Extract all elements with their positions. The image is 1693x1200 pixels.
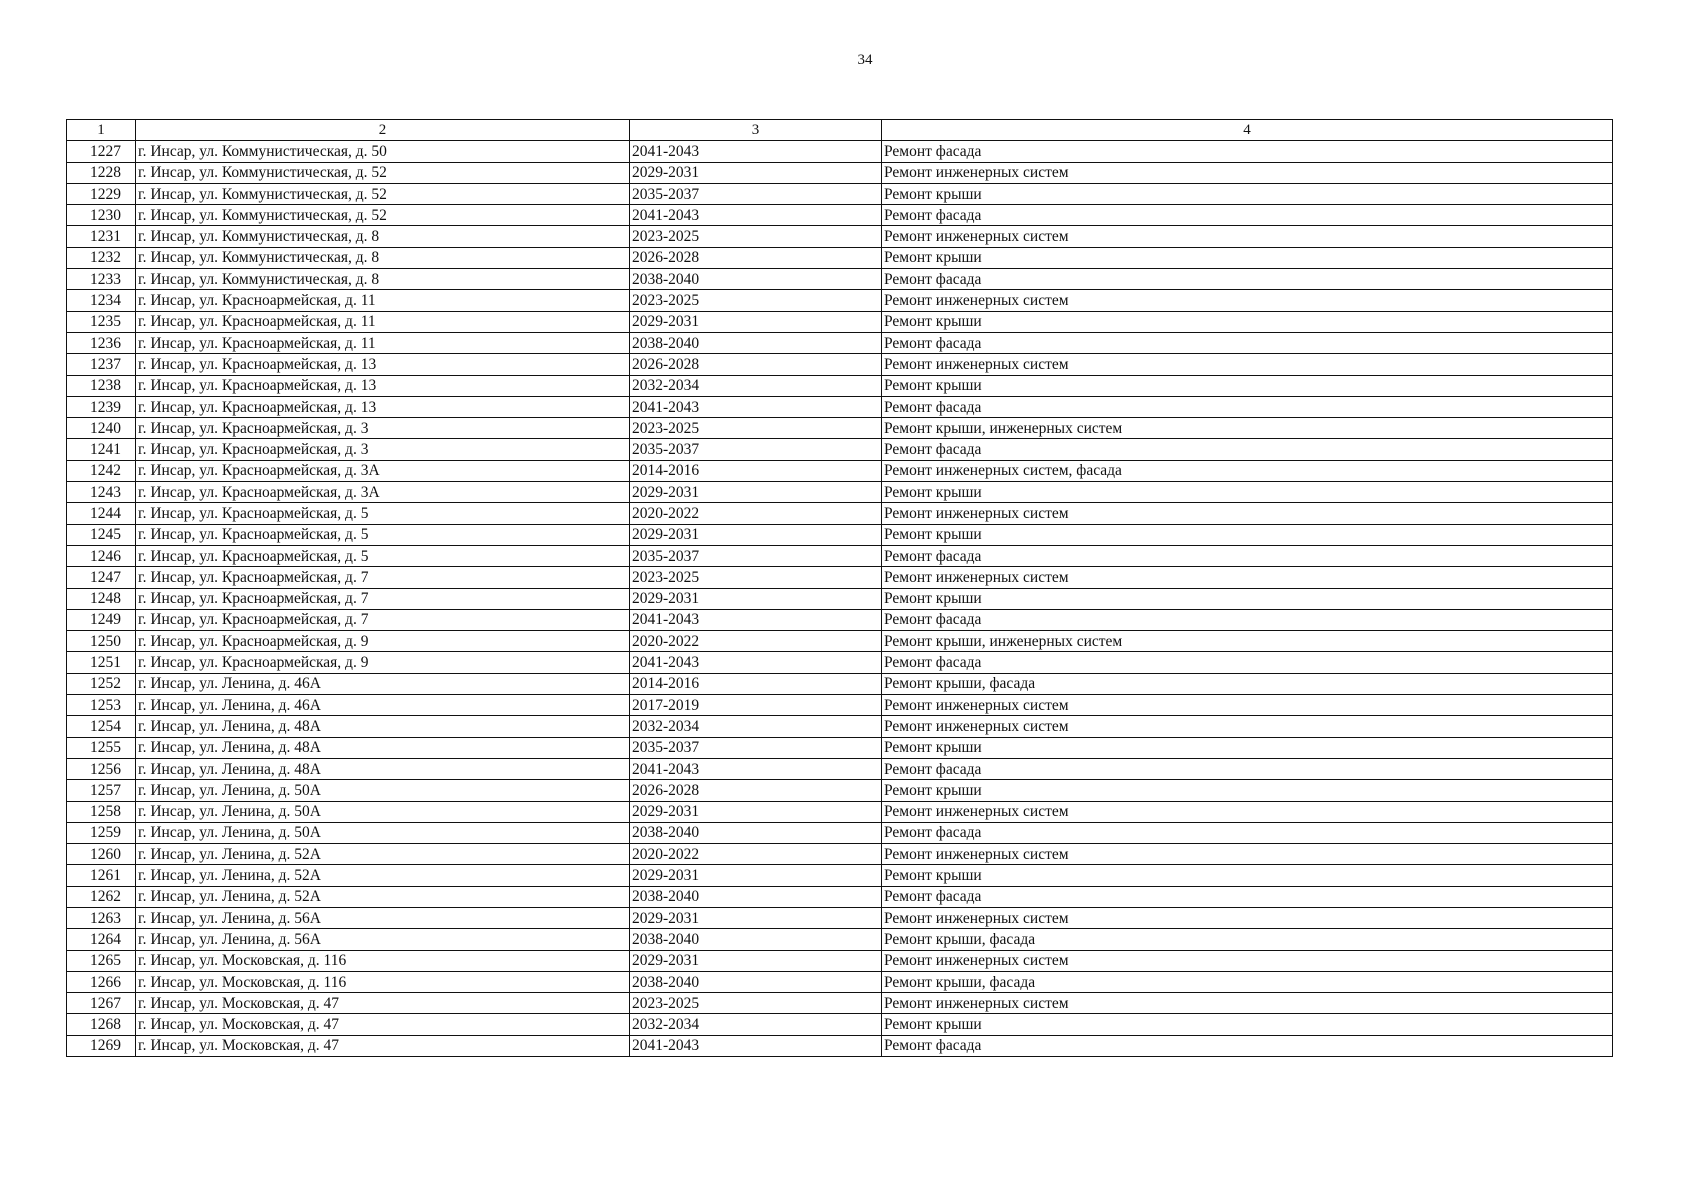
address-cell: г. Инсар, ул. Коммунистическая, д. 52 xyxy=(136,162,630,183)
work-type-cell: Ремонт фасада xyxy=(882,396,1613,417)
table-row xyxy=(67,247,1613,268)
period-cell: 2023-2025 xyxy=(630,226,882,247)
period-cell: 2020-2022 xyxy=(630,631,882,652)
period-cell: 2041-2043 xyxy=(630,1035,882,1056)
row-number-cell: 1244 xyxy=(67,503,136,524)
address-cell: г. Инсар, ул. Красноармейская, д. 3 xyxy=(136,439,630,460)
row-number-cell: 1234 xyxy=(67,290,136,311)
work-type-cell: Ремонт фасада xyxy=(882,1035,1613,1056)
row-number-cell: 1250 xyxy=(67,631,136,652)
row-number-cell: 1259 xyxy=(67,822,136,843)
table-row xyxy=(67,1035,1613,1056)
period-cell: 2029-2031 xyxy=(630,311,882,332)
row-number-cell: 1258 xyxy=(67,801,136,822)
address-cell: г. Инсар, ул. Ленина, д. 46А xyxy=(136,695,630,716)
table-row xyxy=(67,439,1613,460)
work-type-cell: Ремонт инженерных систем xyxy=(882,993,1613,1014)
work-type-cell: Ремонт инженерных систем xyxy=(882,950,1613,971)
address-cell: г. Инсар, ул. Ленина, д. 50А xyxy=(136,801,630,822)
table-row xyxy=(67,524,1613,545)
table-row xyxy=(67,396,1613,417)
column-header-3: 3 xyxy=(630,120,882,141)
address-cell: г. Инсар, ул. Ленина, д. 52А xyxy=(136,844,630,865)
address-cell: г. Инсар, ул. Ленина, д. 50А xyxy=(136,822,630,843)
row-number-cell: 1249 xyxy=(67,609,136,630)
table-row xyxy=(67,482,1613,503)
row-number-cell: 1230 xyxy=(67,205,136,226)
address-cell: г. Инсар, ул. Ленина, д. 52А xyxy=(136,886,630,907)
row-number-cell: 1229 xyxy=(67,183,136,204)
address-cell: г. Инсар, ул. Красноармейская, д. 5 xyxy=(136,545,630,566)
address-cell: г. Инсар, ул. Ленина, д. 48А xyxy=(136,716,630,737)
work-type-cell: Ремонт фасада xyxy=(882,141,1613,162)
period-cell: 2029-2031 xyxy=(630,524,882,545)
period-cell: 2023-2025 xyxy=(630,290,882,311)
period-cell: 2035-2037 xyxy=(630,737,882,758)
period-cell: 2038-2040 xyxy=(630,971,882,992)
table-row xyxy=(67,971,1613,992)
work-type-cell: Ремонт фасада xyxy=(882,269,1613,290)
work-type-cell: Ремонт инженерных систем xyxy=(882,567,1613,588)
table-row xyxy=(67,503,1613,524)
table-row xyxy=(67,652,1613,673)
address-cell: г. Инсар, ул. Ленина, д. 48А xyxy=(136,737,630,758)
period-cell: 2041-2043 xyxy=(630,205,882,226)
row-number-cell: 1253 xyxy=(67,695,136,716)
row-number-cell: 1245 xyxy=(67,524,136,545)
work-type-cell: Ремонт инженерных систем xyxy=(882,907,1613,928)
period-cell: 2026-2028 xyxy=(630,354,882,375)
period-cell: 2032-2034 xyxy=(630,716,882,737)
address-cell: г. Инсар, ул. Ленина, д. 48А xyxy=(136,758,630,779)
period-cell: 2032-2034 xyxy=(630,1014,882,1035)
row-number-cell: 1255 xyxy=(67,737,136,758)
period-cell: 2035-2037 xyxy=(630,439,882,460)
table-row xyxy=(67,907,1613,928)
row-number-cell: 1260 xyxy=(67,844,136,865)
period-cell: 2023-2025 xyxy=(630,418,882,439)
row-number-cell: 1267 xyxy=(67,993,136,1014)
address-cell: г. Инсар, ул. Красноармейская, д. 3А xyxy=(136,482,630,503)
address-cell: г. Инсар, ул. Красноармейская, д. 9 xyxy=(136,631,630,652)
period-cell: 2029-2031 xyxy=(630,482,882,503)
period-cell: 2041-2043 xyxy=(630,396,882,417)
table-row xyxy=(67,290,1613,311)
table-row xyxy=(67,141,1613,162)
row-number-cell: 1233 xyxy=(67,269,136,290)
row-number-cell: 1240 xyxy=(67,418,136,439)
work-type-cell: Ремонт инженерных систем xyxy=(882,716,1613,737)
period-cell: 2035-2037 xyxy=(630,183,882,204)
row-number-cell: 1257 xyxy=(67,780,136,801)
table-row xyxy=(67,780,1613,801)
row-number-cell: 1241 xyxy=(67,439,136,460)
work-type-cell: Ремонт крыши xyxy=(882,183,1613,204)
table-row xyxy=(67,269,1613,290)
address-cell: г. Инсар, ул. Красноармейская, д. 7 xyxy=(136,588,630,609)
work-type-cell: Ремонт инженерных систем xyxy=(882,290,1613,311)
address-cell: г. Инсар, ул. Красноармейская, д. 11 xyxy=(136,290,630,311)
row-number-cell: 1256 xyxy=(67,758,136,779)
table-row xyxy=(67,801,1613,822)
period-cell: 2029-2031 xyxy=(630,865,882,886)
work-type-cell: Ремонт крыши xyxy=(882,311,1613,332)
column-header-4: 4 xyxy=(882,120,1613,141)
row-number-cell: 1246 xyxy=(67,545,136,566)
address-cell: г. Инсар, ул. Ленина, д. 56А xyxy=(136,907,630,928)
work-type-cell: Ремонт фасада xyxy=(882,758,1613,779)
table-row xyxy=(67,950,1613,971)
row-number-cell: 1236 xyxy=(67,332,136,353)
period-cell: 2032-2034 xyxy=(630,375,882,396)
address-cell: г. Инсар, ул. Коммунистическая, д. 8 xyxy=(136,247,630,268)
repair-schedule-table xyxy=(66,119,1613,1057)
work-type-cell: Ремонт фасада xyxy=(882,439,1613,460)
table-row xyxy=(67,205,1613,226)
period-cell: 2020-2022 xyxy=(630,503,882,524)
address-cell: г. Инсар, ул. Ленина, д. 46А xyxy=(136,673,630,694)
work-type-cell: Ремонт фасада xyxy=(882,886,1613,907)
work-type-cell: Ремонт крыши, фасада xyxy=(882,673,1613,694)
address-cell: г. Инсар, ул. Ленина, д. 56А xyxy=(136,929,630,950)
table-row xyxy=(67,354,1613,375)
table-body xyxy=(67,141,1613,1057)
table-row xyxy=(67,375,1613,396)
row-number-cell: 1264 xyxy=(67,929,136,950)
period-cell: 2029-2031 xyxy=(630,588,882,609)
column-header-2: 2 xyxy=(136,120,630,141)
work-type-cell: Ремонт крыши xyxy=(882,780,1613,801)
address-cell: г. Инсар, ул. Красноармейская, д. 7 xyxy=(136,609,630,630)
table-row xyxy=(67,588,1613,609)
address-cell: г. Инсар, ул. Красноармейская, д. 11 xyxy=(136,311,630,332)
row-number-cell: 1254 xyxy=(67,716,136,737)
period-cell: 2041-2043 xyxy=(630,141,882,162)
table-row xyxy=(67,545,1613,566)
work-type-cell: Ремонт фасада xyxy=(882,822,1613,843)
work-type-cell: Ремонт крыши xyxy=(882,865,1613,886)
table-row xyxy=(67,695,1613,716)
table-row xyxy=(67,162,1613,183)
period-cell: 2029-2031 xyxy=(630,907,882,928)
page-number: 34 xyxy=(857,52,873,68)
period-cell: 2041-2043 xyxy=(630,652,882,673)
period-cell: 2020-2022 xyxy=(630,844,882,865)
row-number-cell: 1269 xyxy=(67,1035,136,1056)
work-type-cell: Ремонт крыши xyxy=(882,524,1613,545)
table-row xyxy=(67,631,1613,652)
period-cell: 2026-2028 xyxy=(630,247,882,268)
address-cell: г. Инсар, ул. Московская, д. 47 xyxy=(136,1014,630,1035)
table-row xyxy=(67,311,1613,332)
work-type-cell: Ремонт инженерных систем xyxy=(882,695,1613,716)
work-type-cell: Ремонт инженерных систем xyxy=(882,226,1613,247)
address-cell: г. Инсар, ул. Красноармейская, д. 3 xyxy=(136,418,630,439)
table-header-row xyxy=(67,120,1613,141)
work-type-cell: Ремонт крыши xyxy=(882,737,1613,758)
address-cell: г. Инсар, ул. Коммунистическая, д. 52 xyxy=(136,183,630,204)
period-cell: 2038-2040 xyxy=(630,929,882,950)
work-type-cell: Ремонт фасада xyxy=(882,609,1613,630)
period-cell: 2023-2025 xyxy=(630,993,882,1014)
work-type-cell: Ремонт фасада xyxy=(882,545,1613,566)
address-cell: г. Инсар, ул. Московская, д. 116 xyxy=(136,971,630,992)
table-row xyxy=(67,758,1613,779)
address-cell: г. Инсар, ул. Красноармейская, д. 9 xyxy=(136,652,630,673)
address-cell: г. Инсар, ул. Московская, д. 47 xyxy=(136,1035,630,1056)
period-cell: 2026-2028 xyxy=(630,780,882,801)
period-cell: 2038-2040 xyxy=(630,332,882,353)
table-row xyxy=(67,865,1613,886)
work-type-cell: Ремонт фасада xyxy=(882,652,1613,673)
table-row xyxy=(67,567,1613,588)
work-type-cell: Ремонт инженерных систем xyxy=(882,801,1613,822)
table-row xyxy=(67,822,1613,843)
address-cell: г. Инсар, ул. Московская, д. 47 xyxy=(136,993,630,1014)
work-type-cell: Ремонт крыши, фасада xyxy=(882,971,1613,992)
work-type-cell: Ремонт крыши, инженерных систем xyxy=(882,631,1613,652)
row-number-cell: 1227 xyxy=(67,141,136,162)
row-number-cell: 1242 xyxy=(67,460,136,481)
period-cell: 2023-2025 xyxy=(630,567,882,588)
row-number-cell: 1268 xyxy=(67,1014,136,1035)
period-cell: 2029-2031 xyxy=(630,162,882,183)
work-type-cell: Ремонт инженерных систем, фасада xyxy=(882,460,1613,481)
row-number-cell: 1237 xyxy=(67,354,136,375)
address-cell: г. Инсар, ул. Красноармейская, д. 5 xyxy=(136,524,630,545)
row-number-cell: 1263 xyxy=(67,907,136,928)
address-cell: г. Инсар, ул. Красноармейская, д. 5 xyxy=(136,503,630,524)
table-row xyxy=(67,183,1613,204)
row-number-cell: 1235 xyxy=(67,311,136,332)
row-number-cell: 1247 xyxy=(67,567,136,588)
table-row xyxy=(67,609,1613,630)
table-row xyxy=(67,418,1613,439)
address-cell: г. Инсар, ул. Ленина, д. 52А xyxy=(136,865,630,886)
row-number-cell: 1231 xyxy=(67,226,136,247)
address-cell: г. Инсар, ул. Красноармейская, д. 11 xyxy=(136,332,630,353)
row-number-cell: 1228 xyxy=(67,162,136,183)
address-cell: г. Инсар, ул. Московская, д. 116 xyxy=(136,950,630,971)
column-header-1: 1 xyxy=(67,120,136,141)
table-row xyxy=(67,844,1613,865)
period-cell: 2038-2040 xyxy=(630,269,882,290)
address-cell: г. Инсар, ул. Красноармейская, д. 13 xyxy=(136,354,630,375)
table-row xyxy=(67,716,1613,737)
table-row xyxy=(67,460,1613,481)
row-number-cell: 1232 xyxy=(67,247,136,268)
period-cell: 2029-2031 xyxy=(630,950,882,971)
work-type-cell: Ремонт крыши xyxy=(882,588,1613,609)
row-number-cell: 1248 xyxy=(67,588,136,609)
work-type-cell: Ремонт крыши xyxy=(882,247,1613,268)
table-row xyxy=(67,1014,1613,1035)
period-cell: 2038-2040 xyxy=(630,886,882,907)
row-number-cell: 1238 xyxy=(67,375,136,396)
work-type-cell: Ремонт инженерных систем xyxy=(882,844,1613,865)
address-cell: г. Инсар, ул. Красноармейская, д. 13 xyxy=(136,375,630,396)
row-number-cell: 1243 xyxy=(67,482,136,503)
table-row xyxy=(67,737,1613,758)
work-type-cell: Ремонт крыши, фасада xyxy=(882,929,1613,950)
row-number-cell: 1262 xyxy=(67,886,136,907)
table-row xyxy=(67,929,1613,950)
table-row xyxy=(67,332,1613,353)
address-cell: г. Инсар, ул. Коммунистическая, д. 8 xyxy=(136,226,630,247)
address-cell: г. Инсар, ул. Красноармейская, д. 13 xyxy=(136,396,630,417)
work-type-cell: Ремонт инженерных систем xyxy=(882,503,1613,524)
row-number-cell: 1239 xyxy=(67,396,136,417)
address-cell: г. Инсар, ул. Коммунистическая, д. 52 xyxy=(136,205,630,226)
period-cell: 2029-2031 xyxy=(630,801,882,822)
period-cell: 2014-2016 xyxy=(630,460,882,481)
row-number-cell: 1252 xyxy=(67,673,136,694)
address-cell: г. Инсар, ул. Красноармейская, д. 7 xyxy=(136,567,630,588)
period-cell: 2014-2016 xyxy=(630,673,882,694)
work-type-cell: Ремонт инженерных систем xyxy=(882,354,1613,375)
period-cell: 2041-2043 xyxy=(630,609,882,630)
row-number-cell: 1251 xyxy=(67,652,136,673)
work-type-cell: Ремонт крыши xyxy=(882,482,1613,503)
address-cell: г. Инсар, ул. Ленина, д. 50А xyxy=(136,780,630,801)
period-cell: 2038-2040 xyxy=(630,822,882,843)
table-row xyxy=(67,993,1613,1014)
work-type-cell: Ремонт фасада xyxy=(882,205,1613,226)
row-number-cell: 1265 xyxy=(67,950,136,971)
work-type-cell: Ремонт инженерных систем xyxy=(882,162,1613,183)
work-type-cell: Ремонт крыши, инженерных систем xyxy=(882,418,1613,439)
work-type-cell: Ремонт крыши xyxy=(882,375,1613,396)
period-cell: 2041-2043 xyxy=(630,758,882,779)
period-cell: 2035-2037 xyxy=(630,545,882,566)
address-cell: г. Инсар, ул. Коммунистическая, д. 50 xyxy=(136,141,630,162)
row-number-cell: 1261 xyxy=(67,865,136,886)
table-row xyxy=(67,226,1613,247)
address-cell: г. Инсар, ул. Коммунистическая, д. 8 xyxy=(136,269,630,290)
address-cell: г. Инсар, ул. Красноармейская, д. 3А xyxy=(136,460,630,481)
row-number-cell: 1266 xyxy=(67,971,136,992)
work-type-cell: Ремонт крыши xyxy=(882,1014,1613,1035)
period-cell: 2017-2019 xyxy=(630,695,882,716)
table-row xyxy=(67,886,1613,907)
table-row xyxy=(67,673,1613,694)
work-type-cell: Ремонт фасада xyxy=(882,332,1613,353)
